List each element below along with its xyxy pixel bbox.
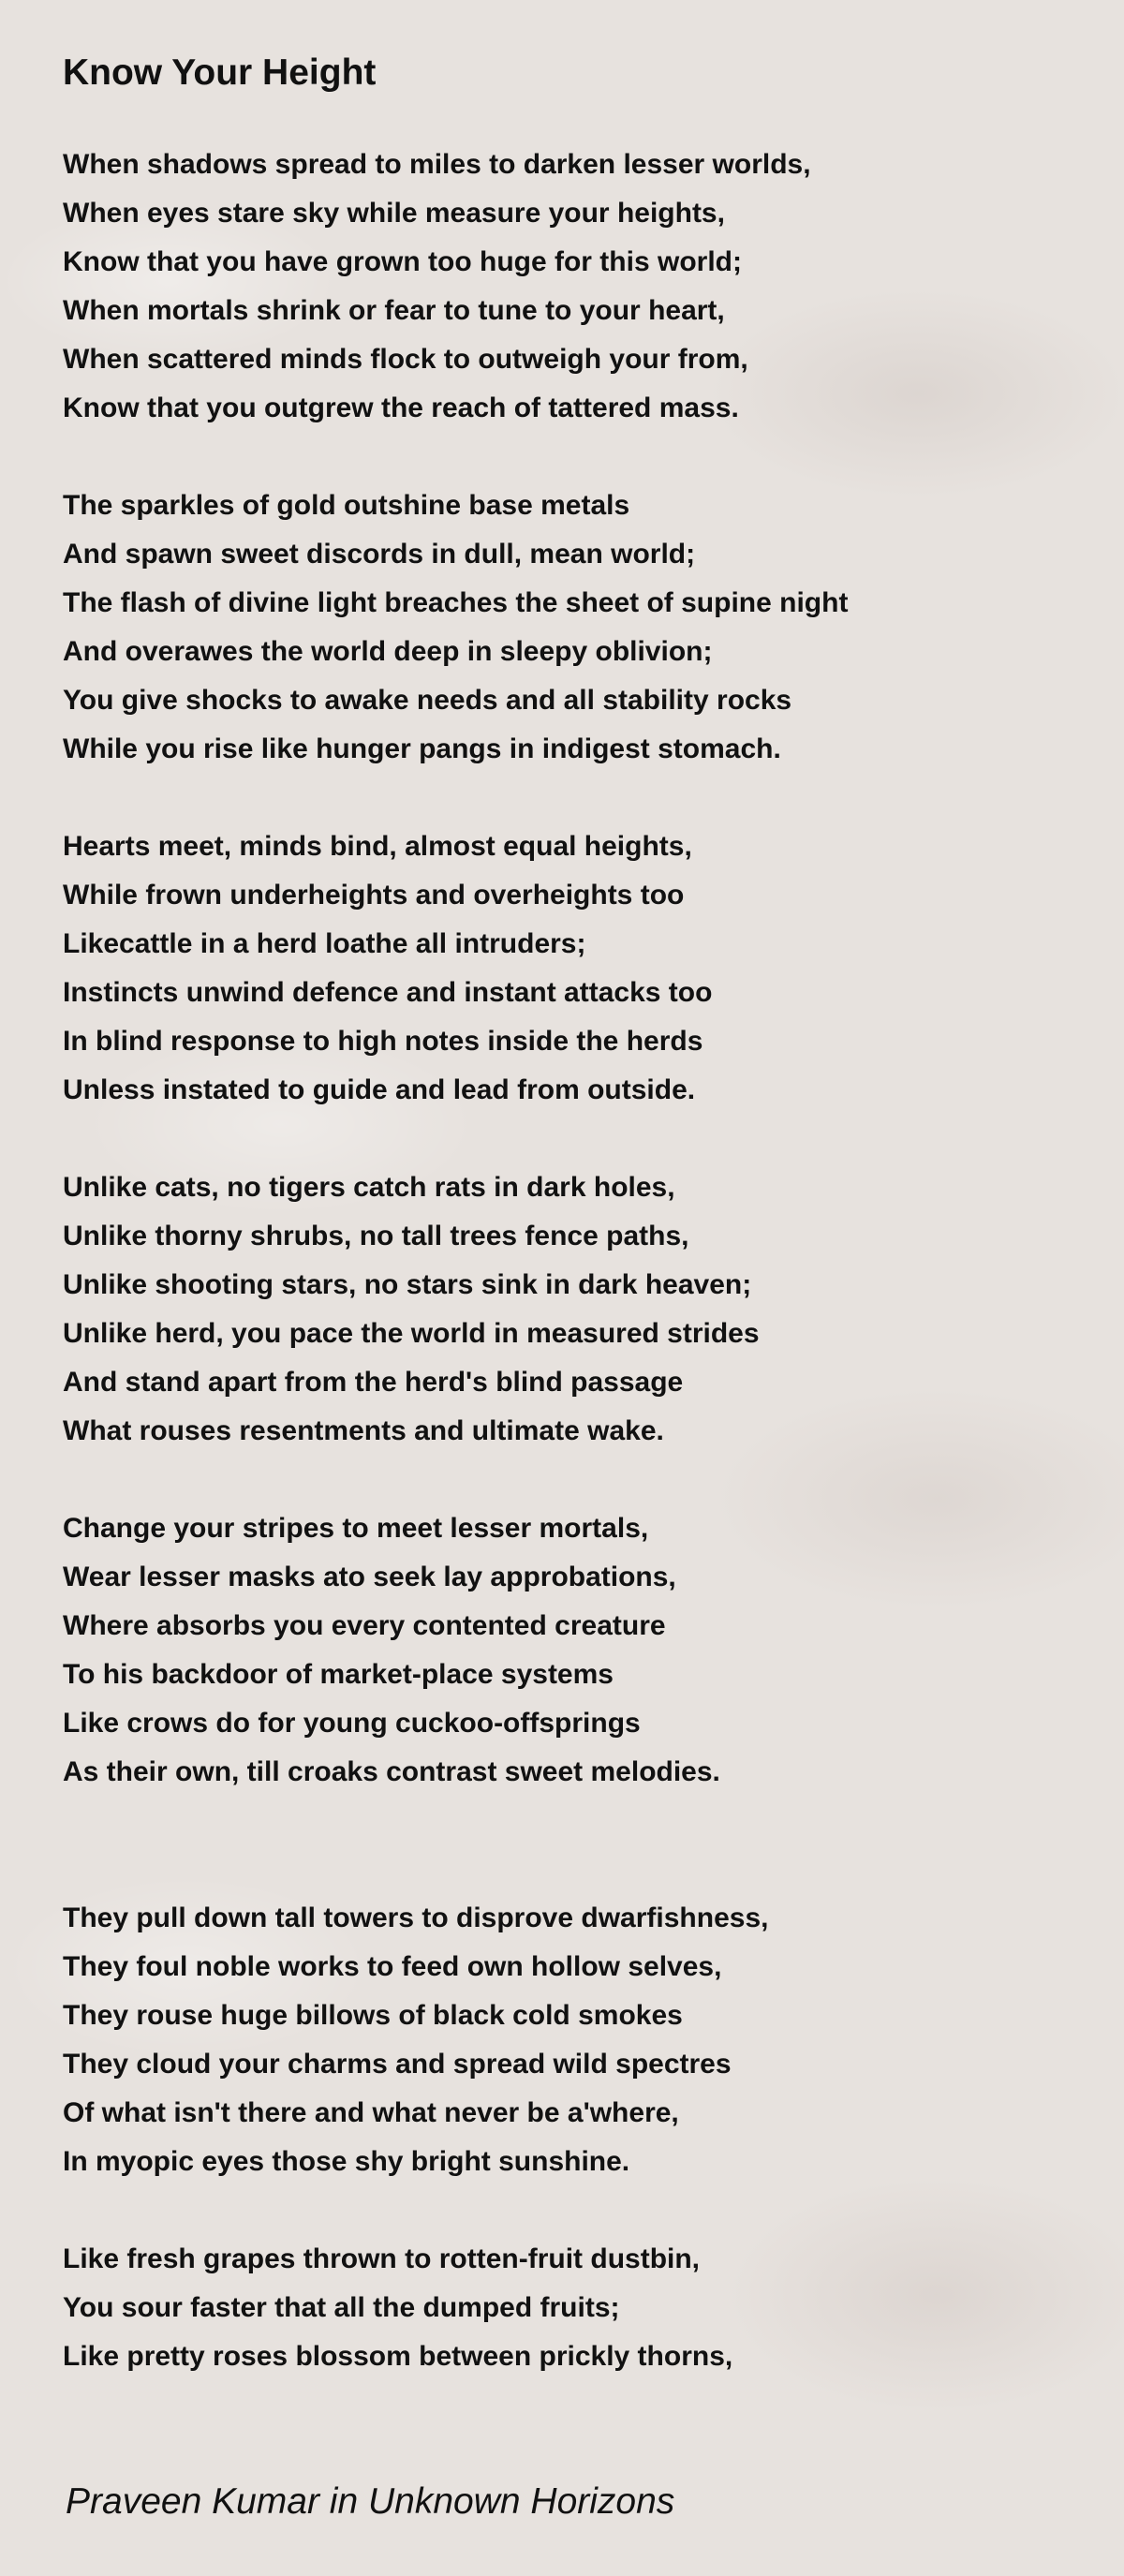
poem-line: They cloud your charms and spread wild spectres	[63, 2049, 732, 2080]
poem-line: You sour faster that all the dumped fruits;	[63, 2292, 620, 2323]
poem-line: Like fresh grapes thrown to rotten-fruit dustbin,	[63, 2243, 701, 2274]
poem-line: Unlike cats, no tigers catch rats in dark holes,	[63, 1172, 675, 1203]
poem-line: As their own, till croaks contrast sweet melodies.	[63, 1756, 720, 1787]
poem-line: And overawes the world deep in sleepy oblivion;	[63, 636, 713, 667]
poem-line: Of what isn't there and what never be a'where,	[63, 2097, 679, 2128]
poem-line: Like crows do for young cuckoo-offsprings	[63, 1708, 641, 1739]
stanza-break	[63, 1797, 1084, 1894]
poem-line: Know that you have grown too huge for this world;	[63, 246, 742, 277]
poem-title: Know Your Height	[63, 52, 377, 93]
poem-line: Where absorbs you every contented creature	[63, 1610, 666, 1641]
poem-line: Unlike shooting stars, no stars sink in dark heaven;	[63, 1269, 752, 1300]
author-credit: Praveen Kumar in Unknown Horizons	[66, 2481, 675, 2522]
stanza-7	[63, 2235, 1084, 2381]
poem-line: You give shocks to awake needs and all stability rocks	[63, 685, 792, 716]
poem-line: In myopic eyes those shy bright sunshine.	[63, 2146, 630, 2177]
poem-line: To his backdoor of market-place systems	[63, 1659, 614, 1690]
stanza-3	[63, 822, 1084, 1115]
poem-line: When scattered minds flock to outweigh your from,	[63, 344, 748, 375]
poem-line: The sparkles of gold outshine base metals	[63, 490, 630, 521]
poem-line: While you rise like hunger pangs in indigest stomach.	[63, 733, 781, 764]
poem-line: Know that you outgrew the reach of tattered mass.	[63, 392, 739, 423]
stanza-break	[63, 2186, 1084, 2235]
poem-line: Unlike herd, you pace the world in measured strides	[63, 1318, 760, 1349]
stanza-1	[63, 141, 1084, 433]
poem-line: When shadows spread to miles to darken lesser worlds,	[63, 149, 811, 180]
poem-line: They pull down tall towers to disprove dwarfishness,	[63, 1902, 769, 1933]
poem-line: While frown underheights and overheights too	[63, 880, 685, 910]
poem-line: In blind response to high notes inside the herds	[63, 1026, 703, 1057]
poem-line: Likecattle in a herd loathe all intruders;	[63, 928, 586, 959]
poem-line: And spawn sweet discords in dull, mean world;	[63, 539, 696, 570]
poem-line: And stand apart from the herd's blind passage	[63, 1367, 684, 1398]
poem-line: Unlike thorny shrubs, no tall trees fence paths,	[63, 1221, 689, 1251]
stanza-break	[63, 433, 1084, 481]
stanza-break	[63, 774, 1084, 822]
stanza-5	[63, 1504, 1084, 1797]
poem-line: What rouses resentments and ultimate wake.	[63, 1415, 664, 1446]
poem-line: Instincts unwind defence and instant attacks too	[63, 977, 713, 1008]
poem-container	[63, 49, 1084, 2381]
poem-line: Change your stripes to meet lesser mortals,	[63, 1513, 649, 1544]
poem-line: The flash of divine light breaches the sheet of supine night	[63, 587, 849, 618]
stanza-6	[63, 1894, 1084, 2186]
poem-line: They rouse huge billows of black cold smokes	[63, 2000, 683, 2031]
poem-line: When eyes stare sky while measure your heights,	[63, 198, 725, 229]
poem-line: Hearts meet, minds bind, almost equal heights,	[63, 831, 692, 862]
stanza-4	[63, 1163, 1084, 1456]
stanza-2	[63, 481, 1084, 774]
poem-line: When mortals shrink or fear to tune to your heart,	[63, 295, 725, 326]
poem-line: Like pretty roses blossom between prickly thorns,	[63, 2341, 733, 2372]
stanza-break	[63, 1456, 1084, 1504]
poem-line: Wear lesser masks ato seek lay approbations,	[63, 1562, 676, 1592]
stanza-break	[63, 1115, 1084, 1163]
poem-line: Unless instated to guide and lead from outside.	[63, 1074, 696, 1105]
poem-body	[63, 141, 1084, 2381]
poem-line: They foul noble works to feed own hollow selves,	[63, 1951, 722, 1982]
